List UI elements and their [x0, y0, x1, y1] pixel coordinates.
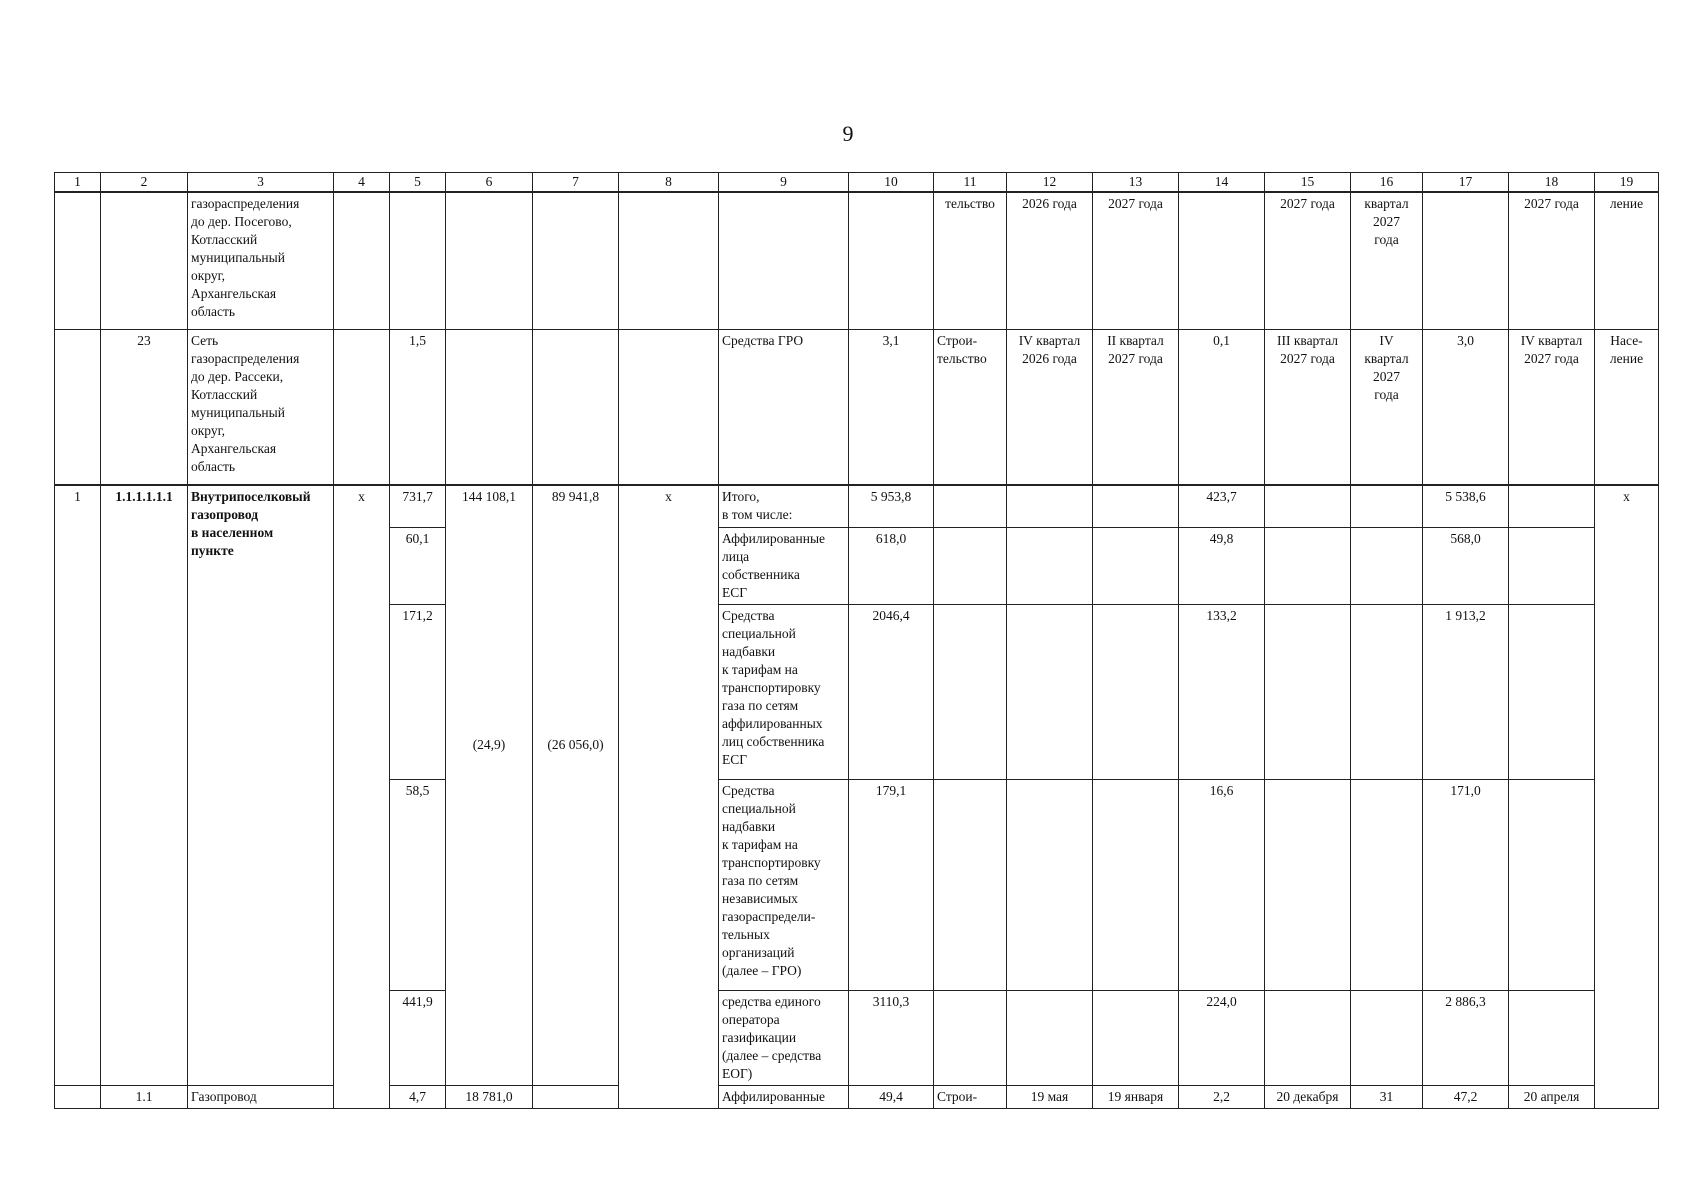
table-cell: [446, 330, 533, 486]
table-cell: [1093, 605, 1179, 780]
column-number: 4: [334, 173, 390, 193]
table-cell: [619, 330, 719, 486]
table-cell: [390, 192, 446, 330]
object-name-cell: Сеть газораспределения до дер. Рассеки, Котласский муниципальный округ, Архангельская область: [188, 330, 334, 486]
work-type-cell: Строи- тельство: [934, 330, 1007, 486]
funding-source-cell: средства единого оператора газификации (далее – средства ЕОГ): [719, 991, 849, 1086]
table-cell: [1007, 605, 1093, 780]
object-name-cell: Внутрипоселковый газопровод в населенном пункте: [188, 485, 334, 1086]
column-number: 15: [1265, 173, 1351, 193]
table-cell: [1509, 780, 1595, 991]
date-cell: 20 апреля: [1509, 1086, 1595, 1109]
amount-cell: 49,4: [849, 1086, 934, 1109]
table-cell: [446, 192, 533, 330]
column-number: 6: [446, 173, 533, 193]
table-row-1-1: [55, 1086, 1659, 1109]
date-cell: 2027 года: [1093, 192, 1179, 330]
column-number: 8: [619, 173, 719, 193]
length-cell: 171,2: [390, 605, 446, 780]
table-cell: [1351, 780, 1423, 991]
date-cell: IV квартал 2027 года: [1509, 330, 1595, 486]
code-cell: 1.1.1.1.1.1: [101, 485, 188, 1086]
table-cell: [1351, 605, 1423, 780]
capacity-value: 89 941,8: [551, 489, 600, 504]
date-cell: 2026 года: [1007, 192, 1093, 330]
date-cell: 19 января: [1093, 1086, 1179, 1109]
mark-cell: х: [334, 485, 390, 1109]
table-cell: [1351, 528, 1423, 605]
table-cell: [934, 605, 1007, 780]
row-number-cell: 23: [101, 330, 188, 486]
table-cell: [1093, 485, 1179, 528]
table-cell: [1265, 605, 1351, 780]
table-cell: [1093, 528, 1179, 605]
table-cell: [1093, 991, 1179, 1086]
table-cell: [1509, 485, 1595, 528]
amount-cell: 2046,4: [849, 605, 934, 780]
work-type-cell: тельство: [934, 192, 1007, 330]
column-number: 11: [934, 173, 1007, 193]
row-number-cell: 1: [55, 485, 101, 1086]
table-cell: [101, 192, 188, 330]
date-cell: II квартал 2027 года: [1093, 330, 1179, 486]
table-cell: [1351, 485, 1423, 528]
table-cell: [533, 192, 619, 330]
amount-cell: 2,2: [1179, 1086, 1265, 1109]
date-cell: IV квартал 2027 года: [1351, 330, 1423, 486]
table-cell: [55, 192, 101, 330]
table-cell: [1423, 192, 1509, 330]
column-number: 5: [390, 173, 446, 193]
length-cell: 441,9: [390, 991, 446, 1086]
table-cell: [1265, 528, 1351, 605]
consumer-cell: ление: [1595, 192, 1659, 330]
amount-cell: 179,1: [849, 780, 934, 991]
amount-cell: 0,1: [1179, 330, 1265, 486]
funding-source-cell: Средства специальной надбавки к тарифам на транспортировку газа по сетям аффилированных лиц собственника ЕСГ: [719, 605, 849, 780]
funding-source-cell: Итого, в том числе:: [719, 485, 849, 528]
amount-cell: 49,8: [1179, 528, 1265, 605]
investment-program-table: [54, 172, 1659, 1109]
column-number: 19: [1595, 173, 1659, 193]
funding-source-cell: Средства ГРО: [719, 330, 849, 486]
table-cell: [934, 528, 1007, 605]
column-number: 13: [1093, 173, 1179, 193]
table-cell: [1509, 991, 1595, 1086]
table-cell: [934, 991, 1007, 1086]
date-cell: 2027 года: [1509, 192, 1595, 330]
amount-cell: 224,0: [1179, 991, 1265, 1086]
funding-source-cell: Аффилированные лица собственника ЕСГ: [719, 528, 849, 605]
object-name-cell: Газопровод: [188, 1086, 334, 1109]
amount-cell: 5 953,8: [849, 485, 934, 528]
column-number: 1: [55, 173, 101, 193]
table-cell: [1265, 485, 1351, 528]
table-row-total: [55, 485, 1659, 528]
mark-cell: х: [1595, 485, 1659, 1109]
column-number: 3: [188, 173, 334, 193]
column-number: 18: [1509, 173, 1595, 193]
amount-cell: 5 538,6: [1423, 485, 1509, 528]
table-cell: [1265, 780, 1351, 991]
table-cell: [1351, 991, 1423, 1086]
column-number: 17: [1423, 173, 1509, 193]
capacity-cell: [533, 485, 619, 1086]
column-number: 7: [533, 173, 619, 193]
row-number-cell: 1.1: [101, 1086, 188, 1109]
column-number: 16: [1351, 173, 1423, 193]
mark-cell: х: [619, 485, 719, 1109]
capacity-value: 144 108,1: [462, 489, 516, 504]
amount-cell: 171,0: [1423, 780, 1509, 991]
length-cell: 60,1: [390, 528, 446, 605]
table-cell: [934, 780, 1007, 991]
table-cell: [719, 192, 849, 330]
table-cell: [619, 192, 719, 330]
table-row-23: [55, 330, 1659, 486]
date-cell: квартал 2027 года: [1351, 192, 1423, 330]
date-cell: III квартал 2027 года: [1265, 330, 1351, 486]
table-cell: [334, 330, 390, 486]
table-cell: [1509, 605, 1595, 780]
table-cell: [1007, 528, 1093, 605]
capacity-cell: [446, 485, 533, 1086]
table-row-continued: [55, 192, 1659, 330]
length-cell: 1,5: [390, 330, 446, 486]
table-cell: [533, 1086, 619, 1109]
capacity-cell: 18 781,0: [446, 1086, 533, 1109]
table-cell: [1007, 780, 1093, 991]
amount-cell: 3,1: [849, 330, 934, 486]
amount-cell: 133,2: [1179, 605, 1265, 780]
capacity-paren-value: (24,9): [472, 737, 506, 752]
table-cell: [55, 330, 101, 486]
table-cell: [934, 485, 1007, 528]
table-cell: [849, 192, 934, 330]
amount-cell: 1 913,2: [1423, 605, 1509, 780]
work-type-cell: Строи-: [934, 1086, 1007, 1109]
column-number: 2: [101, 173, 188, 193]
table-cell: [1265, 991, 1351, 1086]
amount-cell: 16,6: [1179, 780, 1265, 991]
column-number: 10: [849, 173, 934, 193]
date-cell: 31: [1351, 1086, 1423, 1109]
column-number: 12: [1007, 173, 1093, 193]
length-cell: 731,7: [390, 485, 446, 528]
date-cell: 20 декабря: [1265, 1086, 1351, 1109]
date-cell: 19 мая: [1007, 1086, 1093, 1109]
table-cell: [1007, 485, 1093, 528]
date-cell: 2027 года: [1265, 192, 1351, 330]
page-number: 9: [842, 121, 854, 146]
amount-cell: 3,0: [1423, 330, 1509, 486]
column-number: 14: [1179, 173, 1265, 193]
funding-source-cell: Средства специальной надбавки к тарифам на транспортировку газа по сетям независимых газораспредели- тельных организаций (далее – ГРО): [719, 780, 849, 991]
table-cell: [1509, 528, 1595, 605]
consumer-cell: Насе- ление: [1595, 330, 1659, 486]
column-number-row: [55, 173, 1659, 193]
table-cell: [55, 1086, 101, 1109]
column-number: 9: [719, 173, 849, 193]
table-cell: [533, 330, 619, 486]
length-cell: 58,5: [390, 780, 446, 991]
table-cell: [1007, 991, 1093, 1086]
table-cell: [1179, 192, 1265, 330]
object-name-cell: газораспределения до дер. Посегово, Котласский муниципальный округ, Архангельская область: [188, 192, 334, 330]
date-cell: IV квартал 2026 года: [1007, 330, 1093, 486]
funding-source-cell: Аффилированные: [719, 1086, 849, 1109]
amount-cell: 47,2: [1423, 1086, 1509, 1109]
table-cell: [1093, 780, 1179, 991]
capacity-paren-value: (26 056,0): [547, 737, 604, 752]
amount-cell: 618,0: [849, 528, 934, 605]
amount-cell: 3110,3: [849, 991, 934, 1086]
table-cell: [334, 192, 390, 330]
amount-cell: 2 886,3: [1423, 991, 1509, 1086]
length-cell: 4,7: [390, 1086, 446, 1109]
amount-cell: 423,7: [1179, 485, 1265, 528]
amount-cell: 568,0: [1423, 528, 1509, 605]
